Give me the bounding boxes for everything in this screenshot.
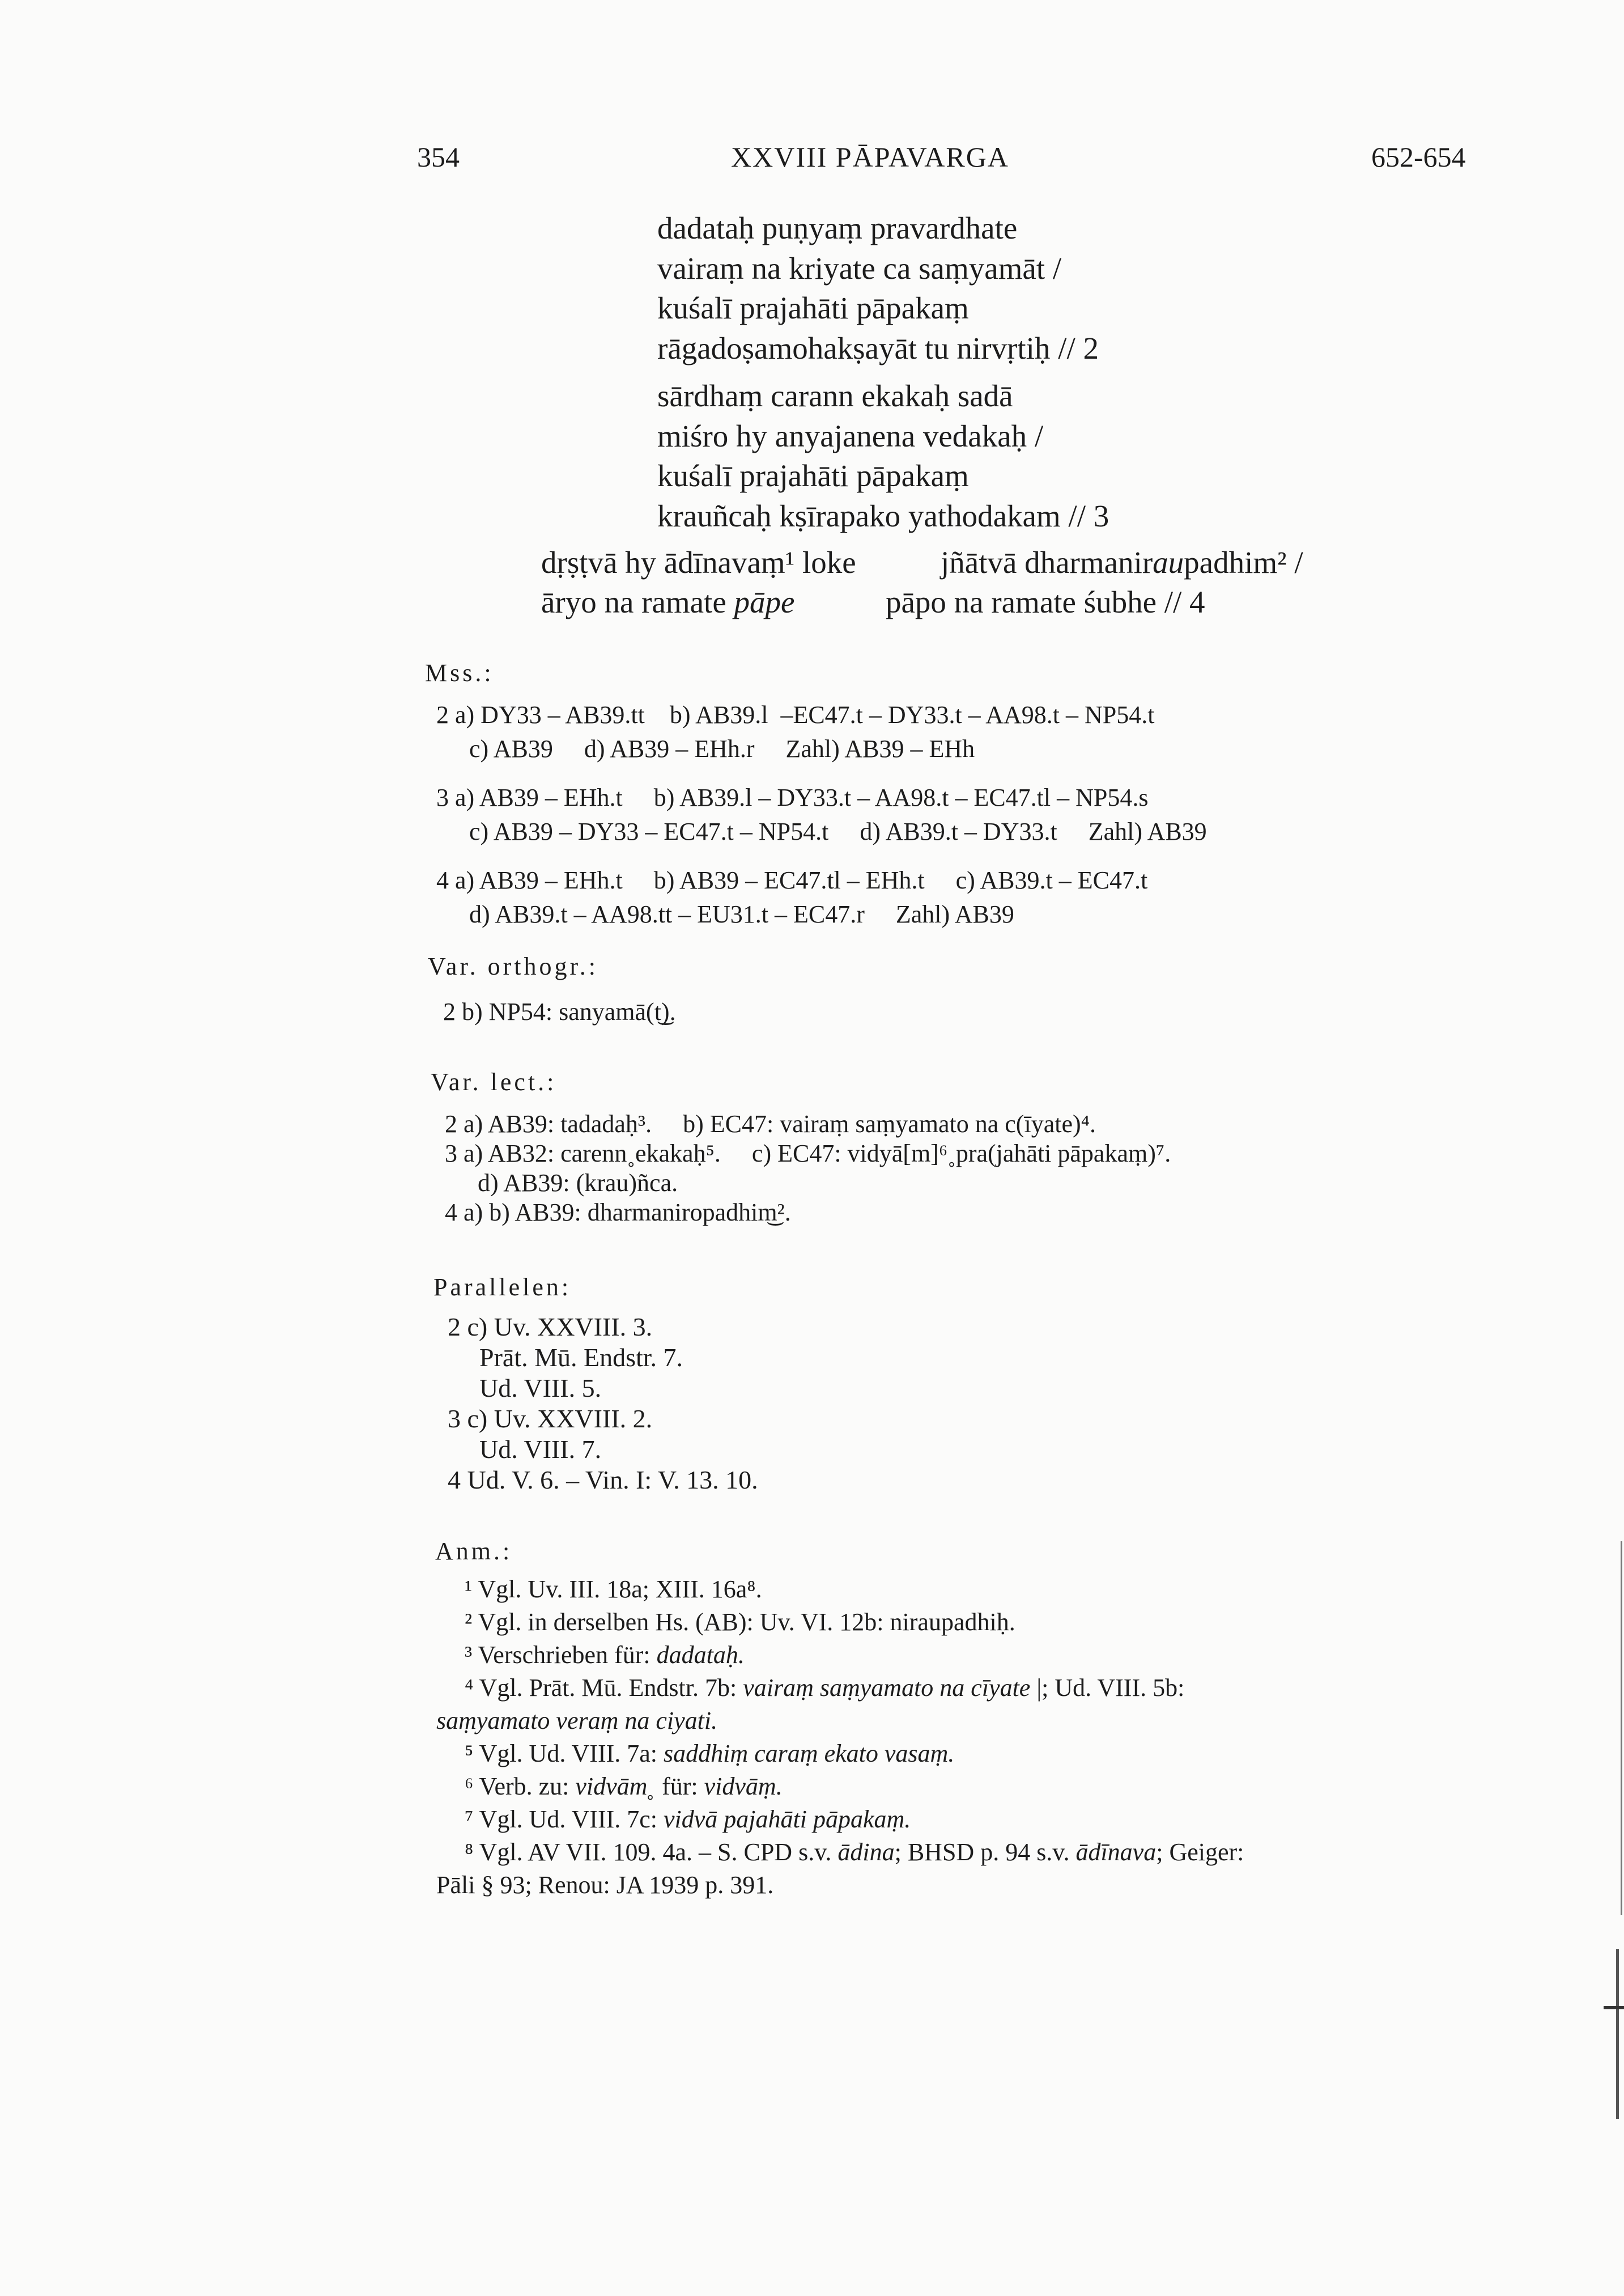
verse-line: krauñcaḥ kṣīrapako yathodakam // 3 [657, 498, 1109, 533]
parallel-line: 3 c) Uv. XXVIII. 2. [448, 1404, 653, 1433]
scan-edge-mark [1604, 2006, 1624, 2009]
var-orthogr-line: 2 b) NP54: sanyamā(t͜). [443, 998, 676, 1026]
var-lect-line: d) AB39: (krau)ñca. [478, 1169, 678, 1197]
parallel-line: 2 c) Uv. XXVIII. 3. [448, 1312, 653, 1341]
verse-line-2b: pāpo na ramate śubhe // 4 [886, 585, 1205, 619]
mss-line: 2 a) DY33 – AB39.tt b) AB39.l –EC47.t – DY33.t – AA98.t – NP54.t [436, 701, 1155, 729]
note-5: ⁵ Vgl. Ud. VIII. 7a: saddhiṃ caraṃ ekato vasaṃ. [465, 1740, 955, 1767]
verse-4 [541, 543, 1448, 622]
verse-line: miśro hy anyajanena vedakaḥ / [657, 418, 1044, 453]
verse-line-1b: jñātvā dharmaniraupadhim² / [941, 545, 1303, 580]
note-4-continuation: saṃyamato veraṃ na ciyati. [436, 1707, 718, 1734]
note-1: ¹ Vgl. Uv. III. 18a; XIII. 16a⁸. [465, 1575, 762, 1603]
anm-block [436, 1573, 1490, 1902]
var-lect-line: 3 a) AB32: carenn˳ekakaḥ⁵. c) EC47: vidyā[m]⁶˳pra(jahāti pāpakaṃ)⁷. [445, 1140, 1171, 1167]
running-title: XXVIII PĀPAVARGA [731, 141, 1009, 173]
var-orthogr-label: Var. orthogr.: [428, 953, 598, 980]
scan-edge-mark [1621, 1541, 1622, 1915]
mss-block [436, 698, 1207, 932]
anm-label: Anm.: [435, 1537, 513, 1565]
parallel-line: Ud. VIII. 7. [479, 1435, 602, 1464]
mss-label: Mss.: [425, 659, 494, 687]
note-6: ⁶ Verb. zu: vidvām˳ für: vidvāṃ. [465, 1772, 783, 1800]
var-lect-line: 2 a) AB39: tadadaḥ³. b) EC47: vairaṃ saṃyamato na c(īyate)⁴. [445, 1110, 1096, 1138]
mss-line: c) AB39 – DY33 – EC47.t – NP54.t d) AB39.t – DY33.t Zahl) AB39 [469, 818, 1207, 845]
note-7: ⁷ Vgl. Ud. VIII. 7c: vidvā pajahāti pāpakaṃ. [465, 1805, 911, 1833]
verse-line: vairaṃ na kriyate ca saṃyamāt / [657, 250, 1062, 286]
note-3: ³ Verschrieben für: dadataḥ. [465, 1641, 745, 1669]
verse-2 [657, 209, 1099, 368]
verse-line: rāgadoṣamohakṣayāt tu nirvṛtiḥ // 2 [657, 330, 1099, 365]
verse-range: 652-654 [1371, 141, 1466, 173]
var-lect-line: 4 a) b) AB39: dharmaniropadhim͜². [445, 1198, 791, 1226]
verse-line: kuśalī prajahāti pāpakaṃ [657, 458, 969, 493]
parallel-line: 4 Ud. V. 6. – Vin. I: V. 13. 10. [448, 1465, 758, 1494]
mss-line: d) AB39.t – AA98.tt – EU31.t – EC47.r Zahl) AB39 [469, 900, 1014, 928]
var-lect-label: Var. lect.: [431, 1068, 557, 1096]
var-orthogr-block [443, 995, 676, 1029]
scan-edge-mark [1616, 1949, 1619, 2119]
var-lect-block [445, 1109, 1171, 1227]
note-4: ⁴ Vgl. Prāt. Mū. Endstr. 7b: vairaṃ saṃyamato na cīyate |; Ud. VIII. 5b: [465, 1674, 1185, 1702]
mss-line: 4 a) AB39 – EHh.t b) AB39 – EC47.tl – EHh.t c) AB39.t – EC47.t [436, 866, 1148, 894]
verse-line-2a: āryo na ramate pāpe [541, 585, 795, 619]
note-8: ⁸ Vgl. AV VII. 109. 4a. – S. CPD s.v. ādina; BHSD p. 94 s.v. ādīnava; Geiger: [465, 1838, 1244, 1866]
page-number: 354 [417, 141, 460, 173]
verse-line: dadataḥ puṇyaṃ pravardhate [657, 211, 1018, 245]
verse-3 [657, 376, 1109, 536]
mss-line: 3 a) AB39 – EHh.t b) AB39.l – DY33.t – AA98.t – EC47.tl – NP54.s [436, 784, 1149, 811]
verse-line: sārdhaṃ carann ekakaḥ sadā [657, 379, 1013, 413]
note-8-continuation: Pāli § 93; Renou: JA 1939 p. 391. [436, 1871, 774, 1899]
parallel-line: Prāt. Mū. Endstr. 7. [479, 1343, 683, 1372]
note-2: ² Vgl. in derselben Hs. (AB): Uv. VI. 12b: niraupadhiḥ. [465, 1608, 1015, 1636]
verse-line-1a: dṛṣṭvā hy ādīnavaṃ¹ loke [541, 545, 856, 580]
parallel-line: Ud. VIII. 5. [479, 1374, 602, 1402]
verse-line: kuśalī prajahāti pāpakaṃ [657, 291, 969, 325]
parallelen-block [448, 1312, 758, 1495]
mss-line: c) AB39 d) AB39 – EHh.r Zahl) AB39 – EHh [469, 735, 975, 763]
parallelen-label: Parallelen: [433, 1273, 572, 1301]
